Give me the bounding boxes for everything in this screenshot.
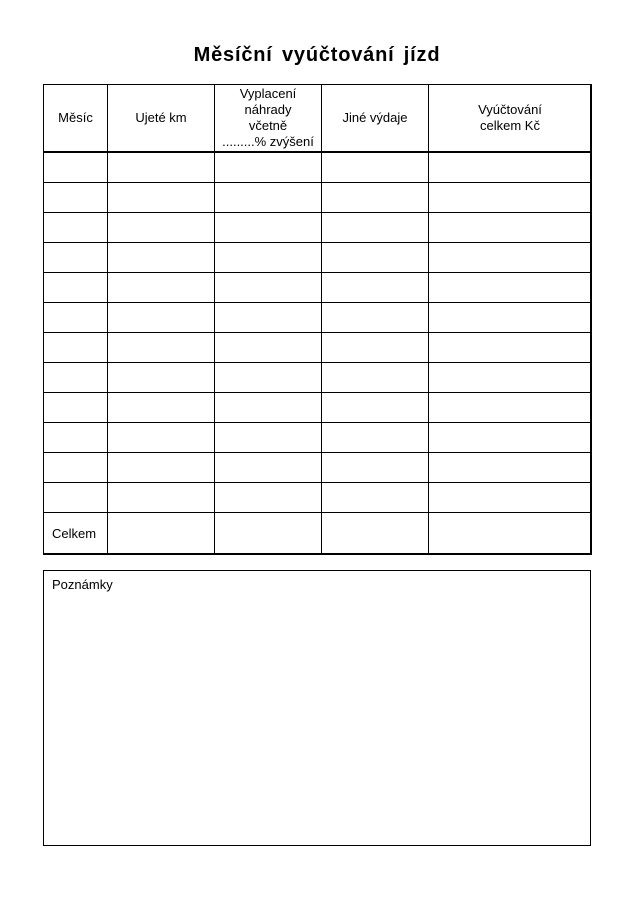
table-cell-total[interactable] bbox=[429, 453, 592, 483]
notes-label: Poznámky bbox=[52, 577, 113, 592]
table-cell-compensation[interactable] bbox=[215, 243, 322, 273]
table-cell-total[interactable] bbox=[429, 303, 592, 333]
table-cell-other-expenses[interactable] bbox=[322, 273, 429, 303]
table-cell-compensation[interactable] bbox=[215, 213, 322, 243]
table-cell-km[interactable] bbox=[108, 213, 215, 243]
table-cell-other-expenses[interactable] bbox=[322, 243, 429, 273]
table-cell-km[interactable] bbox=[108, 303, 215, 333]
table-header-row bbox=[44, 85, 592, 153]
table-row bbox=[44, 393, 592, 423]
table-cell-compensation[interactable] bbox=[215, 453, 322, 483]
table-row bbox=[44, 273, 592, 303]
table-cell-month[interactable] bbox=[44, 152, 108, 183]
table-total-row bbox=[44, 513, 592, 555]
table-row bbox=[44, 183, 592, 213]
table-cell-month[interactable] bbox=[44, 213, 108, 243]
table-cell-km[interactable] bbox=[108, 483, 215, 513]
table-row bbox=[44, 363, 592, 393]
table-cell-km[interactable] bbox=[108, 183, 215, 213]
table-cell-total[interactable] bbox=[429, 213, 592, 243]
table-cell-compensation[interactable] bbox=[215, 273, 322, 303]
table-cell-month[interactable] bbox=[44, 483, 108, 513]
table-cell-compensation[interactable] bbox=[215, 333, 322, 363]
total-cell-total[interactable] bbox=[429, 513, 592, 555]
table-cell-month[interactable] bbox=[44, 183, 108, 213]
table-row bbox=[44, 213, 592, 243]
table-cell-month[interactable] bbox=[44, 393, 108, 423]
table-cell-compensation[interactable] bbox=[215, 393, 322, 423]
table-cell-km[interactable] bbox=[108, 333, 215, 363]
total-cell-compensation[interactable] bbox=[215, 513, 322, 555]
table-cell-other-expenses[interactable] bbox=[322, 213, 429, 243]
table-cell-compensation[interactable] bbox=[215, 363, 322, 393]
table-row bbox=[44, 333, 592, 363]
notes-box[interactable] bbox=[43, 570, 591, 846]
table-cell-other-expenses[interactable] bbox=[322, 333, 429, 363]
total-cell-other-expenses[interactable] bbox=[322, 513, 429, 555]
table-cell-other-expenses[interactable] bbox=[322, 363, 429, 393]
header-km: Ujeté km bbox=[108, 85, 215, 153]
table-row bbox=[44, 453, 592, 483]
table-row bbox=[44, 483, 592, 513]
table-cell-total[interactable] bbox=[429, 273, 592, 303]
table-cell-month[interactable] bbox=[44, 303, 108, 333]
table-row bbox=[44, 152, 592, 183]
table-cell-month[interactable] bbox=[44, 273, 108, 303]
header-compensation bbox=[215, 85, 322, 153]
table-cell-total[interactable] bbox=[429, 423, 592, 453]
total-row-label: Celkem bbox=[44, 513, 108, 555]
table-cell-compensation[interactable] bbox=[215, 423, 322, 453]
header-compensation-line-2: náhrady bbox=[244, 102, 292, 117]
table-cell-total[interactable] bbox=[429, 183, 592, 213]
table-row bbox=[44, 423, 592, 453]
header-total-line-2: celkem Kč bbox=[480, 118, 540, 133]
table-body bbox=[44, 152, 592, 513]
header-total-line-1: Vyúčtování bbox=[478, 102, 542, 117]
table-cell-month[interactable] bbox=[44, 243, 108, 273]
table-cell-compensation[interactable] bbox=[215, 303, 322, 333]
table-cell-km[interactable] bbox=[108, 243, 215, 273]
header-month: Měsíc bbox=[44, 85, 108, 153]
table-cell-km[interactable] bbox=[108, 393, 215, 423]
page-title: Měsíční vyúčtování jízd bbox=[193, 44, 441, 66]
table-cell-total[interactable] bbox=[429, 243, 592, 273]
table-cell-month[interactable] bbox=[44, 423, 108, 453]
table-cell-km[interactable] bbox=[108, 453, 215, 483]
table-cell-month[interactable] bbox=[44, 363, 108, 393]
table-cell-other-expenses[interactable] bbox=[322, 483, 429, 513]
table-cell-other-expenses[interactable] bbox=[322, 453, 429, 483]
table-row bbox=[44, 243, 592, 273]
header-total bbox=[429, 85, 592, 153]
table-cell-compensation[interactable] bbox=[215, 183, 322, 213]
table-cell-month[interactable] bbox=[44, 333, 108, 363]
table-cell-km[interactable] bbox=[108, 363, 215, 393]
table-cell-other-expenses[interactable] bbox=[322, 393, 429, 423]
header-other-expenses: Jiné výdaje bbox=[322, 85, 429, 153]
table-cell-km[interactable] bbox=[108, 273, 215, 303]
ride-settlement-table bbox=[43, 84, 591, 554]
table-cell-other-expenses[interactable] bbox=[322, 152, 429, 183]
header-compensation-line-3: včetně bbox=[248, 118, 288, 133]
table-cell-total[interactable] bbox=[429, 333, 592, 363]
table-cell-km[interactable] bbox=[108, 423, 215, 453]
table-cell-total[interactable] bbox=[429, 393, 592, 423]
header-compensation-line-1: Vyplacení bbox=[239, 86, 297, 101]
table-cell-other-expenses[interactable] bbox=[322, 303, 429, 333]
table-cell-compensation[interactable] bbox=[215, 483, 322, 513]
total-cell-km[interactable] bbox=[108, 513, 215, 555]
table-cell-total[interactable] bbox=[429, 152, 592, 183]
header-compensation-line-4: .........% zvýšení bbox=[222, 134, 314, 149]
table-row bbox=[44, 303, 592, 333]
table-cell-km[interactable] bbox=[108, 152, 215, 183]
table-cell-other-expenses[interactable] bbox=[322, 423, 429, 453]
table-cell-total[interactable] bbox=[429, 483, 592, 513]
table-cell-total[interactable] bbox=[429, 363, 592, 393]
table-cell-month[interactable] bbox=[44, 453, 108, 483]
table-cell-other-expenses[interactable] bbox=[322, 183, 429, 213]
table-cell-compensation[interactable] bbox=[215, 152, 322, 183]
